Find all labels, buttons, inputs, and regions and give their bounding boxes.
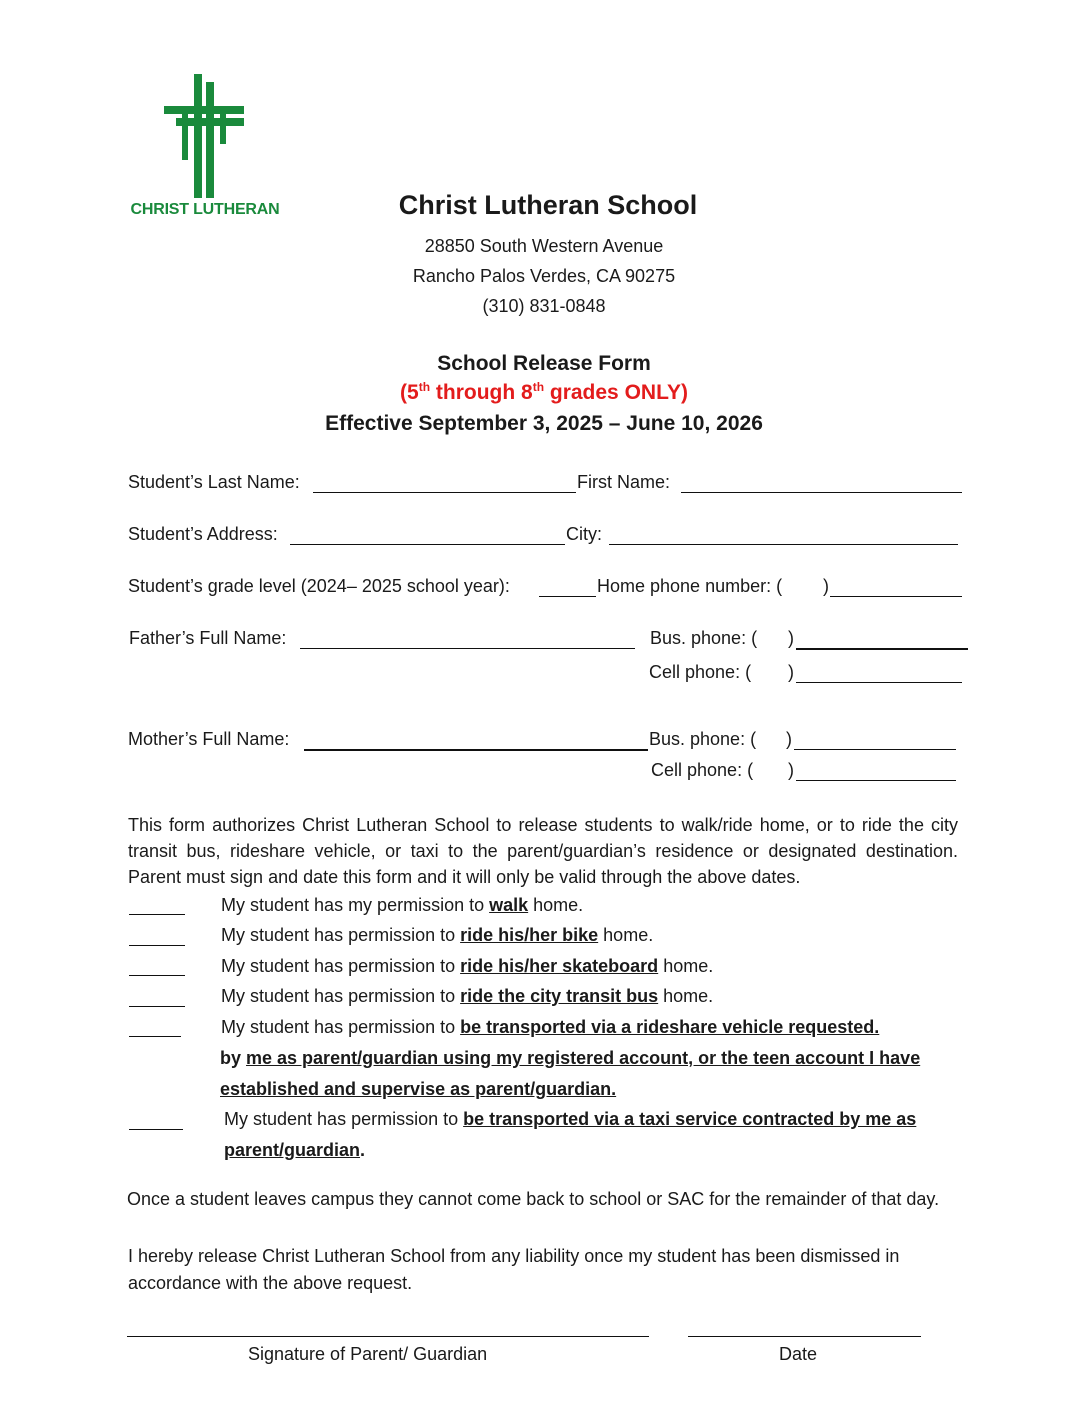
mother-name-label: Mother’s Full Name: [128, 729, 290, 749]
father-cell-phone-label: Cell phone: ( [649, 662, 752, 682]
permission-blank-skateboard[interactable] [129, 975, 185, 976]
authorization-text: This form authorizes Christ Lutheran School to release students to walk/ride home, or to ride the city transit bus, rideshare vehicle, or taxi to the parent/guardian’s residence or designated destination. Parent must sign and date this form and it will only be valid through the above dates. [128, 815, 958, 887]
grades-note: (5th through 8th grades ONLY) [400, 380, 688, 404]
campus-return-note: Once a student leaves campus they cannot come back to school or SAC for the remainder of that day. [127, 1189, 940, 1209]
permission-taxi: My student has permission to be transported via a taxi service contracted by me as [224, 1109, 917, 1129]
address-field[interactable] [290, 544, 565, 545]
liability-release-text: I hereby release Christ Lutheran School from any liability once my student has been dismissed in accordance with the above request. [128, 1246, 900, 1293]
mother-bus-phone-label: Bus. phone: ( [649, 729, 757, 749]
date-field[interactable] [688, 1336, 921, 1337]
address-label: Student’s Address: [128, 524, 278, 544]
form-title: School Release Form [437, 352, 651, 375]
school-phone: (310) 831-0848 [482, 296, 606, 316]
logo-text: CHRIST LUTHERAN [130, 201, 280, 218]
effective-dates: Effective September 3, 2025 – June 10, 2026 [325, 412, 763, 435]
home-phone-field[interactable] [830, 596, 962, 597]
paren-close: ) [788, 760, 794, 780]
grade-level-field[interactable] [539, 596, 596, 597]
father-bus-phone-field[interactable] [796, 648, 968, 650]
date-label: Date [779, 1344, 818, 1364]
mother-cell-phone-label: Cell phone: ( [651, 760, 754, 780]
permission-blank-taxi[interactable] [129, 1129, 183, 1130]
last-name-field[interactable] [313, 492, 576, 493]
address-line2: Rancho Palos Verdes, CA 90275 [412, 266, 676, 286]
paren-close: ) [788, 628, 794, 648]
father-cell-phone-field[interactable] [796, 682, 962, 683]
mother-cell-phone-field[interactable] [796, 780, 956, 781]
home-phone-label: Home phone number: ( [597, 576, 783, 596]
permission-rideshare: My student has permission to be transported via a rideshare vehicle requested. [221, 1017, 880, 1037]
last-name-label: Student’s Last Name: [128, 472, 300, 492]
paren-close: ) [788, 662, 794, 682]
permission-blank-bike[interactable] [129, 945, 185, 946]
cross-icon [164, 74, 244, 198]
permission-blank-bus[interactable] [129, 1006, 185, 1007]
signature-label: Signature of Parent/ Guardian [248, 1344, 488, 1364]
city-label: City: [566, 524, 602, 544]
father-bus-phone-label: Bus. phone: ( [650, 628, 758, 648]
father-name-field[interactable] [300, 648, 635, 649]
permission-bike: My student has permission to ride his/her bike home. [221, 925, 654, 945]
permission-blank-rideshare[interactable] [129, 1036, 181, 1037]
city-field[interactable] [609, 544, 958, 545]
grade-level-label: Student’s grade level (2024– 2025 school year): [128, 576, 510, 596]
signature-field[interactable] [127, 1336, 649, 1337]
permission-blank-walk[interactable] [129, 914, 185, 915]
mother-bus-phone-field[interactable] [794, 749, 956, 750]
paren-close: ) [786, 729, 792, 749]
permission-transit-bus: My student has permission to ride the city transit bus home. [221, 986, 714, 1006]
first-name-field[interactable] [681, 492, 962, 493]
father-name-label: Father’s Full Name: [129, 628, 287, 648]
taxi-continuation: parent/guardian. [224, 1140, 366, 1160]
permission-skateboard: My student has permission to ride his/her skateboard home. [221, 956, 714, 976]
rideshare-continuation-1: by me as parent/guardian using my registered account, or the teen account I have [220, 1048, 921, 1068]
first-name-label: First Name: [577, 472, 671, 492]
permission-walk: My student has my permission to walk home. [221, 895, 584, 915]
paren-close: ) [823, 576, 829, 596]
school-name: Christ Lutheran School [398, 190, 698, 220]
mother-name-field[interactable] [304, 749, 648, 751]
rideshare-continuation-2: established and supervise as parent/guardian. [220, 1079, 617, 1099]
address-line1: 28850 South Western Avenue [424, 236, 664, 256]
